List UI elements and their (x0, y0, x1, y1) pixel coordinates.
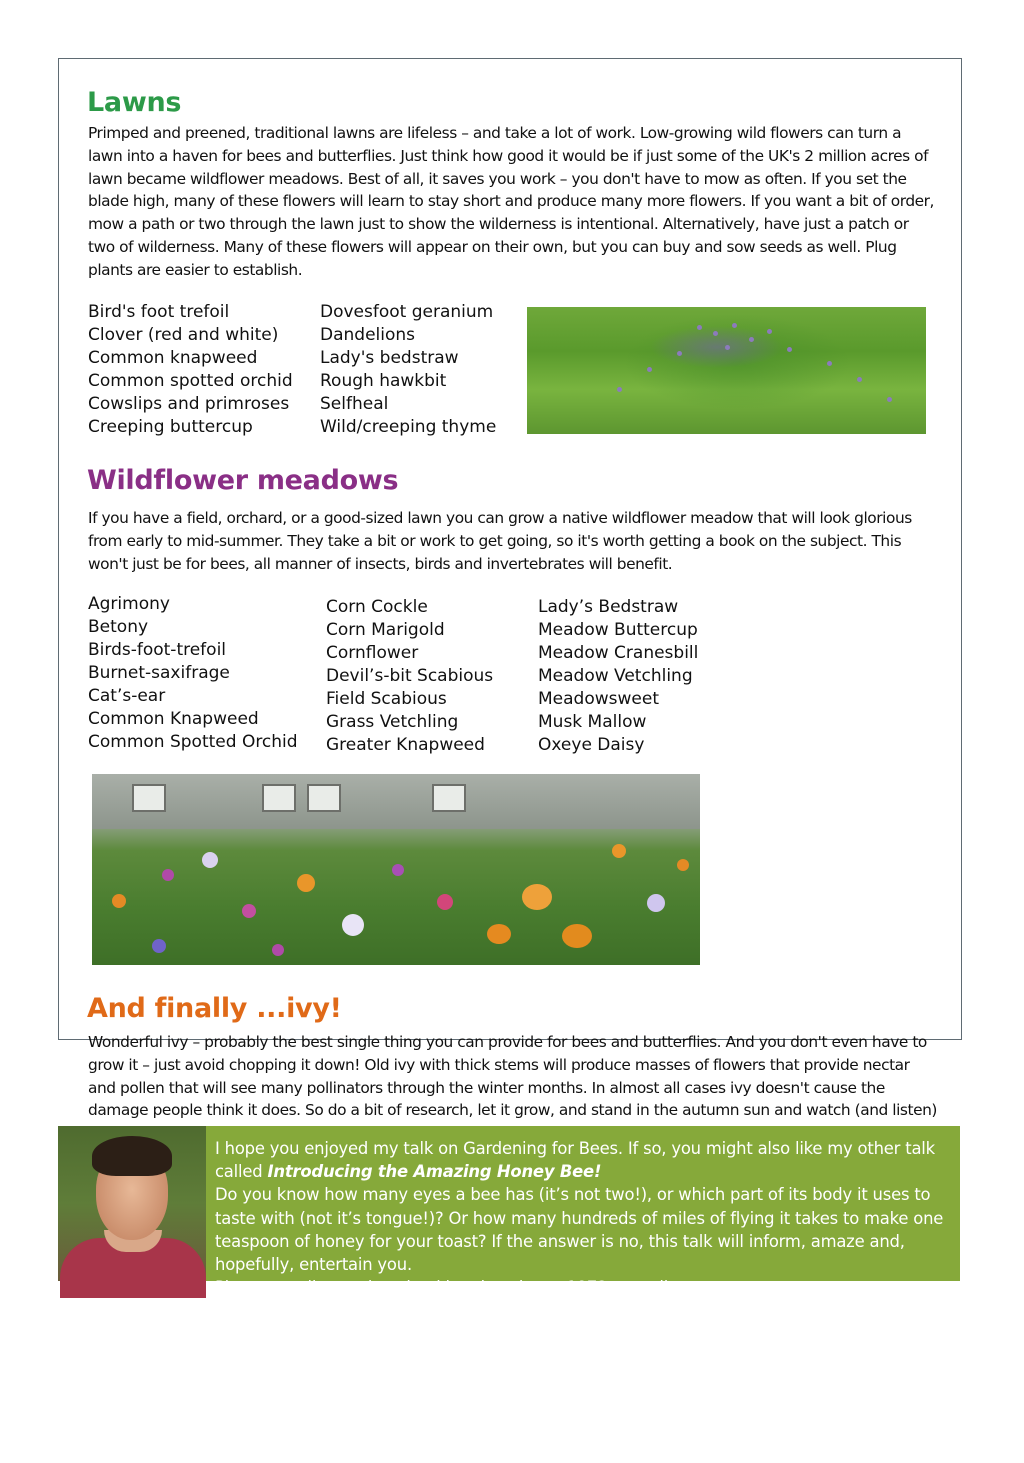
list-item: Lady’s Bedstraw (538, 597, 679, 617)
flower-dot (827, 361, 832, 366)
meadows-heading: Wildflower meadows (87, 465, 399, 496)
promo-body: Do you know how many eyes a bee has (it’s not two!), or which part of its body it uses to taste with (not it’s tongue!)? Or how many hundreds of miles of flying it takes to make one teaspoon of honey for your toast? If the answer is no, this talk will inform, amaze and, hopefully, entertain you. (215, 1185, 944, 1275)
list-item: Bird's foot trefoil (88, 302, 230, 322)
list-item: Selfheal (320, 394, 389, 414)
list-item: Betony (88, 617, 149, 637)
flower-dot (697, 325, 702, 330)
flower-dot (787, 347, 792, 352)
list-item: Meadow Cranesbill (538, 643, 699, 663)
cottage-window (432, 784, 466, 812)
list-item: Grass Vetchling (326, 712, 459, 732)
list-item: Wild/creeping thyme (320, 417, 497, 437)
talk-promo-banner (58, 1126, 960, 1298)
meadows-paragraph: If you have a field, orchard, or a good-sized lawn you can grow a native wildflower meadow that will look glorious from early to mid-summer. They take a bit or work to get going, so it's worth getting a book on the subject. This won't just be for bees, all manner of insects, birds and invertebrates will benefit. (88, 509, 912, 573)
list-item: Common Knapweed (88, 709, 259, 729)
flower-dot (732, 323, 737, 328)
list-item: Musk Mallow (538, 712, 647, 732)
list-item: Birds-foot-trefoil (88, 640, 227, 660)
flower-dot (713, 331, 718, 336)
portrait-hair (92, 1136, 172, 1176)
flower-dot (392, 864, 404, 876)
list-item: Corn Marigold (326, 620, 445, 640)
ivy-paragraph: Wonderful ivy – probably the best single thing you can provide for bees and butterflies. And you don't even have to grow it – just avoid chopping it down! Old ivy with thick stems will produce masses of flowers that provide nectar and pollen that will see many pollinators through the winter months. In almost all cases ivy doesn't cause the damage people think it does. So do a bit of research, let it grow, and stand in the autumn sun and watch (and listen) (88, 1033, 937, 1120)
flower-dot (242, 904, 256, 918)
cottage-window (132, 784, 166, 812)
list-item: Meadowsweet (538, 689, 659, 709)
list-item: Meadow Buttercup (538, 620, 698, 640)
flower-dot (522, 884, 552, 910)
flower-dot (297, 874, 315, 892)
promo-intro: I hope you enjoyed my talk on Gardening for Bees. If so, you might also like my other talk called (215, 1139, 935, 1182)
list-item: Oxeye Daisy (538, 735, 645, 755)
flower-dot (857, 377, 862, 382)
list-item: Burnet-saxifrage (88, 663, 230, 683)
flower-dot (562, 924, 592, 948)
list-item: Common spotted orchid (88, 371, 293, 391)
list-item: Agrimony (88, 594, 170, 614)
list-item: Field Scabious (326, 689, 447, 709)
flower-dot (272, 944, 284, 956)
cottage-window (307, 784, 341, 812)
flower-dot (647, 367, 652, 372)
flower-dot (767, 329, 772, 334)
list-item: Devil’s-bit Scabious (326, 666, 494, 686)
meadows-plant-list-1 (88, 593, 298, 754)
flower-dot (617, 387, 622, 392)
list-item: Cowslips and primroses (88, 394, 290, 414)
flower-dot (152, 939, 166, 953)
list-item: Greater Knapweed (326, 735, 485, 755)
lawns-heading: Lawns (87, 87, 182, 118)
ivy-heading: And finally ...ivy! (87, 993, 342, 1024)
flower-dot (342, 914, 364, 936)
list-item: Clover (red and white) (88, 325, 279, 345)
booking-line: Please email to make a booking: beesknees1972@gmail.com (215, 1278, 708, 1298)
flower-dot (887, 397, 892, 402)
lawns-plant-list-1 (88, 301, 293, 439)
list-item: Common knapweed (88, 348, 258, 368)
lawns-plant-list-2 (320, 301, 496, 439)
list-item: Dandelions (320, 325, 416, 345)
lawns-paragraph: Primped and preened, traditional lawns are lifeless – and take a lot of work. Low-growing wild flowers can turn a lawn into a haven for bees and butterflies. Just think how good it would be if just some of the UK's 2 million acres of lawn became wildflower meadows. Best of all, it saves you work – you don't have to mow as often. If you set the blade high, many of these flowers will learn to stay short and produce many more flowers. If you want a bit of order, mow a path or two through the lawn just to show the wilderness is intentional. Alternatively, have just a patch or two of wilderness. Many of these flowers will appear on their own, but you can buy and sow seeds as well. Plug plants are easier to establish. (88, 124, 934, 279)
flower-dot (647, 894, 665, 912)
meadows-plant-list-3 (538, 596, 698, 757)
flower-dot (162, 869, 174, 881)
talk-title: Introducing the Amazing Honey Bee! (267, 1162, 602, 1182)
wildflower-meadow-photo (92, 774, 700, 965)
flower-dot (612, 844, 626, 858)
flower-dot (112, 894, 126, 908)
promo-text (215, 1137, 950, 1299)
flower-dot (487, 924, 511, 944)
list-item: Cornflower (326, 643, 419, 663)
cottage-window (262, 784, 296, 812)
speaker-portrait (58, 1126, 206, 1281)
flower-dot (749, 337, 754, 342)
flower-dot (202, 852, 218, 868)
wildflower-lawn-photo (527, 307, 926, 434)
list-item: Lady's bedstraw (320, 348, 459, 368)
cottage-wall (92, 774, 700, 829)
flower-dot (725, 345, 730, 350)
flower-dot (437, 894, 453, 910)
list-item: Meadow Vetchling (538, 666, 693, 686)
flower-dot (677, 351, 682, 356)
flower-dot (677, 859, 689, 871)
list-item: Corn Cockle (326, 597, 428, 617)
list-item: Common Spotted Orchid (88, 732, 298, 752)
list-item: Cat’s-ear (88, 686, 166, 706)
list-item: Dovesfoot geranium (320, 302, 494, 322)
list-item: Creeping buttercup (88, 417, 253, 437)
list-item: Rough hawkbit (320, 371, 447, 391)
page-frame (58, 58, 962, 1120)
meadows-plant-list-2 (326, 596, 493, 757)
